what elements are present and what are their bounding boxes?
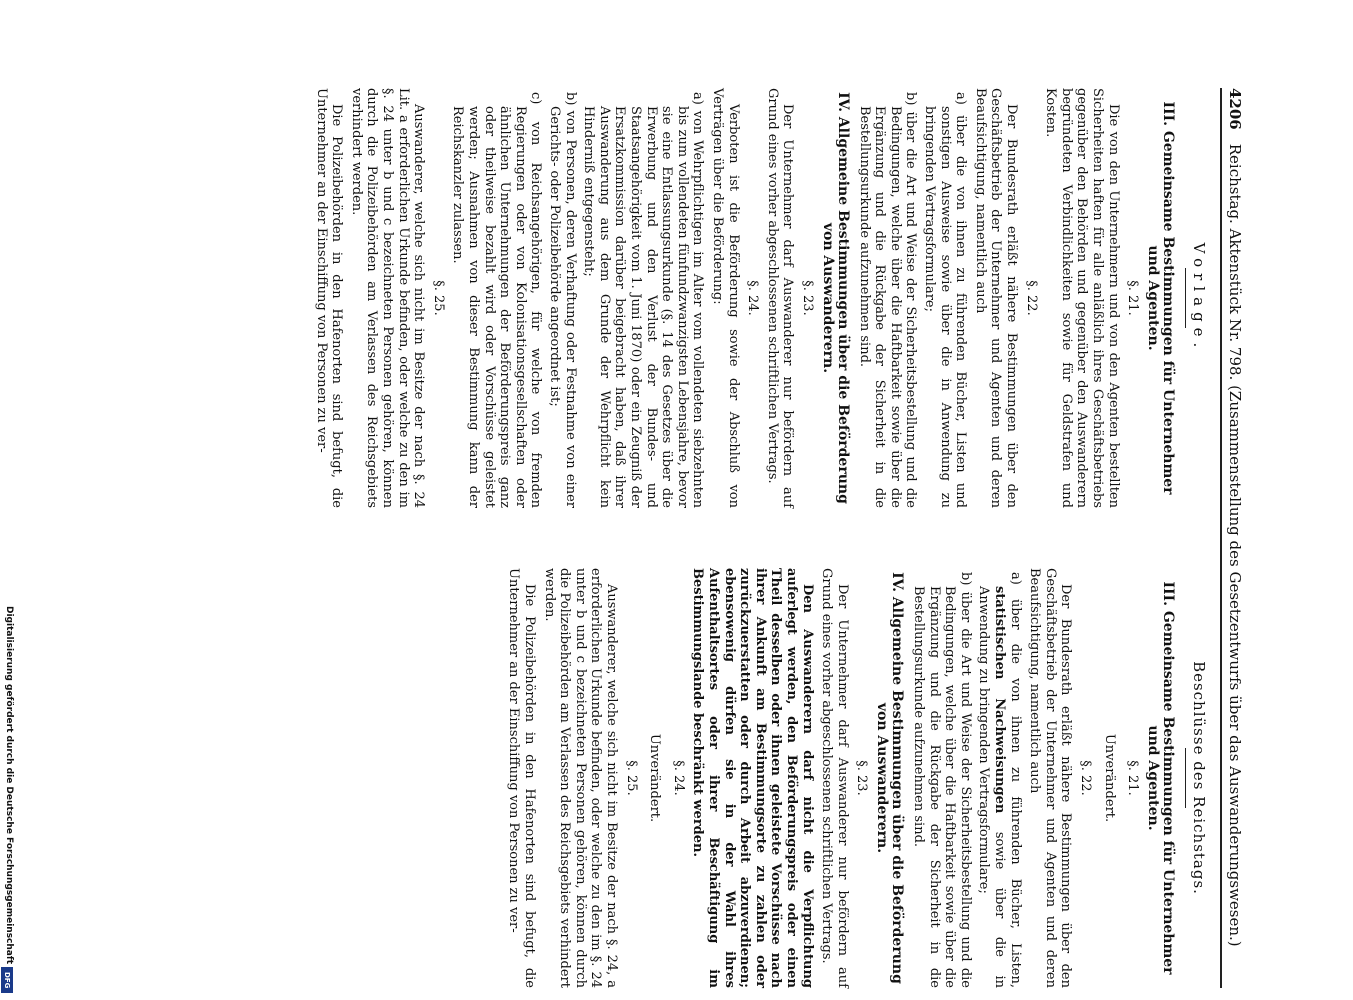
paragraph-text: Verboten ist die Beförderung sowie der Abschluß von Verträgen über die Beförderung: [709, 88, 741, 508]
amended-paragraph: Den Auswanderern darf nicht die Verpflichtung auferlegt werden, den Beförderungspreis oder einen Theil desselben oder ihnen geleistete Vorschüsse nach ihrer Ankunft am Bestimmungsorte zu zahlen oder zurückzuerstatten oder durch Arbeit abzuverdienen; ebensowenig dürfen sie in der Wahl ihres Aufenthaltsortes oder ihrer Beschäftigung im Bestimmungslande beschränkt werden. [690, 568, 815, 988]
divider [1185, 268, 1186, 328]
paragraph-text: Die von den Unternehmern und von den Agenten bestellten Sicherheiten haften für alle anläßlich ihres Geschäftsbetriebs gegenüber den Behörden und gegenüber den Auswanderern begründeten Verbindlichkeiten sowie für Geldstrafen und Kosten. [1043, 88, 1121, 508]
paragraph-text: Der Unternehmer darf Auswanderer nur befördern auf Grund eines vorher abgeschlossenen schriftlichen Vertrags. [764, 88, 796, 508]
digitization-credit [2, 606, 14, 996]
paragraph-number: §. 25. [430, 280, 446, 316]
list-item-text: sowie über die in Anwendung zu bringenden Vertragsformulare; [976, 586, 1008, 988]
paragraph-number: §. 23. [799, 280, 815, 316]
paragraph-text: Auswanderer, welche sich nicht im Besitze der nach §. 24, a erforderlichen Urkunde befinden, oder welche zu den im §. 24 unter b und c bezeichneten Personen gehören, können durch die Polizeibehörden am Verlassen des Reichsgebiets verhindert werden. [541, 568, 619, 988]
section-heading: III. Gemeinsame Bestimmungen für Unternehmer und Agenten. [1144, 581, 1177, 975]
paragraph-text: Die Polizeibehörden in den Hafenorten sind befugt, die Unternehmer an der Einschiffung von Personen zu ver- [313, 88, 345, 508]
column-title: Beschlüsse des Reichstags. [1190, 661, 1208, 895]
section-heading: III. Gemeinsame Bestimmungen für Unternehmer und Agenten. [1144, 101, 1177, 495]
paragraph-number: §. 24. [670, 760, 686, 796]
page-number: 4206 [1225, 88, 1244, 130]
credit-text: Digitalisierung gefördert durch die Deutsche Forschungsgemeinschaft [4, 606, 14, 965]
running-title: Reichstag. Aktenstück Nr. 798. (Zusammenstellung des Gesetzentwurfs über das Auswanderungswesen.) [1225, 143, 1244, 947]
paragraph-text: Auswanderer, welche sich nicht im Besitze der nach §. 24 Lit. a erforderlichen Urkunde befinden, oder welche zu den im §. 24 unter b und c bezeichneten Personen gehören, können durch die Polizeibehörden am Verlassen des Reichsgebiets verhindert werden. [348, 88, 427, 508]
list-item: a) von Wehrpflichtigen im Alter vom vollendeten siebzehnten bis zum vollendeten fünfundzwanzigsten Lebensjahre, bevor sie eine Entlassungsurkunde (§. 14 des Gesetzes über die Erwerbung und den Verlust der Bundes- und Staatsangehörigkeit vom 1. Juni 1870) oder ein Zeugniß der Ersatzkommission darüber beigebracht haben, daß ihrer Auswanderung aus dem Grunde der Wehrpflicht kein Hinderniß entgegensteht; [581, 92, 706, 508]
section-heading: IV. Allgemeine Bestimmungen über die Beförderung von Auswanderern. [873, 572, 906, 984]
column-title: Vorlage. [1190, 242, 1208, 354]
list-item: a) über die von ihnen zu führenden Bücher, Listen und sonstigen Ausweise sowie über die in Anwendung zu bringenden Vertragsformulare; [922, 92, 969, 508]
list-item: b) von Personen, deren Verhaftung oder Festnahme von einer Gerichts- oder Polizeibehörde angeordnet ist; [547, 92, 578, 508]
paragraph-number: §. 23. [854, 760, 870, 796]
dfg-logo: DFG [1, 967, 13, 993]
paragraph-number: §. 22. [1078, 760, 1094, 796]
list-item: c) von Reichsangehörigen, für welche von fremden Regierungen oder von Kolonisationsgesellschaften oder ähnlichen Unternehmungen der Beförderungspreis ganz oder theilweise bezahlt wird oder Vorschüsse geleistet werden; Ausnahmen von dieser Bestimmung kann der Reichskanzler zulassen. [450, 92, 544, 508]
divider [1185, 748, 1186, 808]
paragraph-text: Die Polizeibehörden in den Hafenorten sind befugt, die Unternehmer an der Einschiffung von Personen zu ver- [506, 568, 538, 988]
list-item-text: a) über die von ihnen zu führenden Bücher, Listen, [1007, 572, 1023, 988]
section-heading: IV. Allgemeine Bestimmungen über die Beförderung von Auswanderern. [819, 92, 852, 504]
list-item [976, 572, 1023, 988]
paragraph-number: §. 24. [745, 280, 761, 316]
unchanged-note: Unverändert. [647, 733, 663, 823]
document-page [20, 88, 1250, 988]
paragraph-text: Der Bundesrath erläßt nähere Bestimmungen über den Geschäftsbetrieb der Unternehmer und Agenten und deren Beaufsichtigung, namentlich auch [972, 88, 1020, 508]
paragraph-text: Der Bundesrath erläßt nähere Bestimmungen über den Geschäftsbetrieb der Unternehmer und Agenten und deren Beaufsichtigung, namentlich auch [1027, 568, 1074, 988]
paragraph-text: Der Unternehmer darf Auswanderer nur befördern auf Grund eines vorher abgeschlossenen schriftlichen Vertrags. [819, 568, 850, 988]
list-item: b) über die Art und Weise der Sicherheitsbestellung und die Bedingungen, welche über die Haftbarkeit sowie über die Ergänzung und die Rückgabe der Sicherheit in die Bestellungsurkunde aufzunehmen sind. [856, 92, 919, 508]
right-column [502, 568, 1206, 988]
paragraph-number: §. 22. [1023, 280, 1039, 316]
left-column [309, 88, 1206, 508]
unchanged-note: Unverändert. [1101, 733, 1117, 823]
paragraph-number: §. 25. [623, 760, 639, 796]
amended-text: statistischen Nachweisungen [992, 586, 1008, 814]
list-item: b) über die Art und Weise der Sicherheitsbestellung und die Bedingungen, welche über die Haftbarkeit sowie über die Ergänzung und die Rückgabe der Sicherheit in die Bestellungsurkunde aufzunehmen sind. [911, 572, 973, 988]
page-header [1220, 88, 1250, 988]
paragraph-number: §. 21. [1125, 760, 1141, 796]
paragraph-number: §. 21. [1125, 280, 1141, 316]
